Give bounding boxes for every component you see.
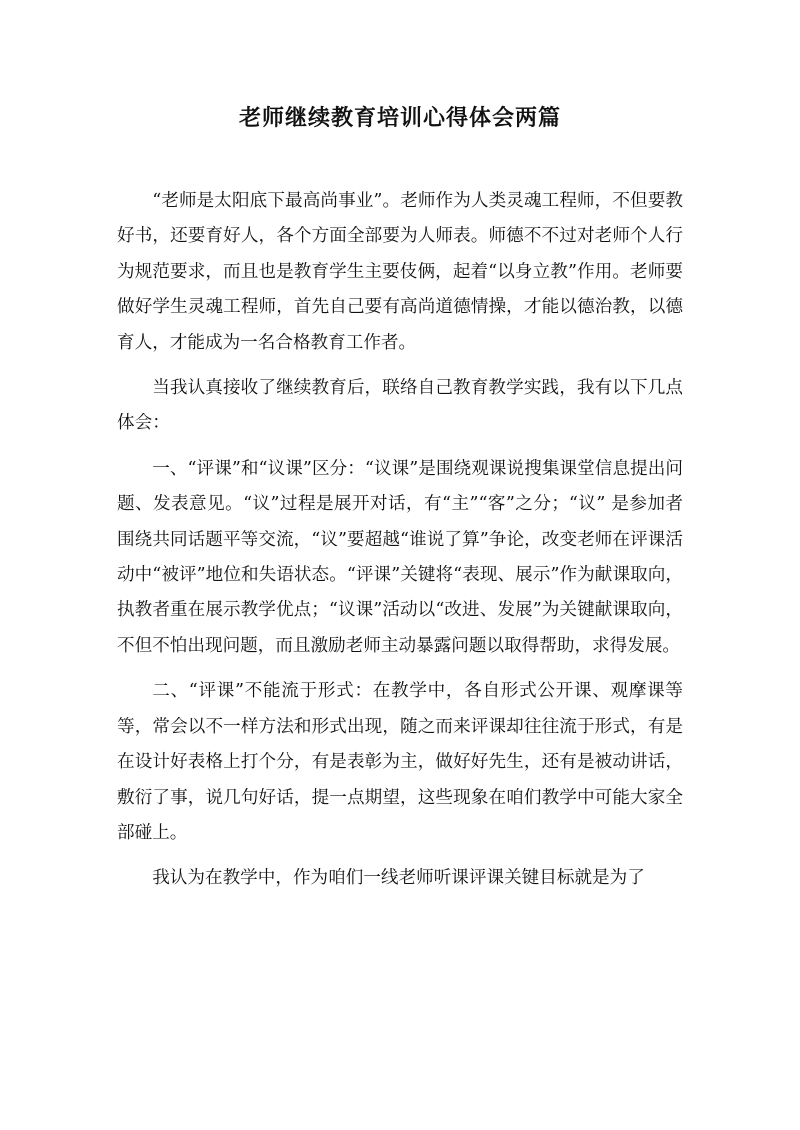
paragraph-1: “老师是太阳底下最高尚事业”。老师作为人类灵魂工程师，不但要教好书，还要育好人，各个方面全部要为人师表。师德不不过对老师个人行为规范要求，而且也是教育学生主要伎俩，起着“以身立教”作用。老师要做好学生灵魂工程师，首先自己要有高尚道德情操，才能以德治教，以德育人，才能成为一名合格教育工作者。	[117, 191, 683, 353]
paragraph-4: 二、“评课”不能流于形式：在教学中，各自形式公开课、观摩课等等，常会以不一样方法和形式出现，随之而来评课却往往流于形式，有是在设计好表格上打个分，有是表彰为主，做好好先生，还有是被动讲话，敷衍了事，说几句好话，提一点期望，这些现象在咱们教学中可能大家全部碰上。	[117, 681, 683, 843]
document-body	[117, 184, 683, 907]
paragraph-2: 当我认真接收了继续教育后，联络自己教育教学实践，我有以下几点体会：	[117, 378, 683, 434]
paragraph-5: 我认为在教学中，作为咱们一线老师听课评课关键目标就是为了	[152, 868, 645, 889]
document-title: 老师继续教育培训心得体会两篇	[238, 105, 561, 131]
paragraph-3: 一、“评课”和“议课”区分：“议课”是围绕观课说搜集课堂信息提出问题、发表意见。“议”过程是展开对话，有“主”“客”之分；“议” 是参加者围绕共同话题平等交流，“议”要超越“谁说了算”争论，改变老师在评课活动中“被评”地位和失语状态。“评课”关键将“表现、展示”作为献课取向，执教者重在展示教学优点；“议课”活动以“改进、发展”为关键献课取向，不但不怕出现问题，而且激励老师主动暴露问题以取得帮助，求得发展。	[117, 458, 683, 656]
